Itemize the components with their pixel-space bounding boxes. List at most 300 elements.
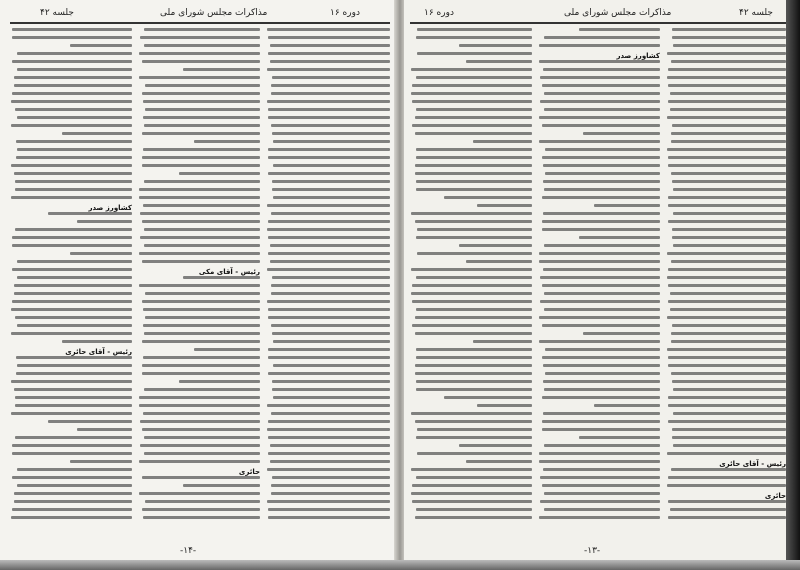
text-line [142, 60, 260, 63]
text-line [15, 316, 132, 319]
text-line [416, 76, 532, 79]
text-line [273, 340, 390, 343]
text-line [77, 428, 132, 431]
text-line [540, 100, 660, 103]
text-line [672, 124, 786, 127]
text-line [668, 268, 786, 271]
text-line [668, 84, 786, 87]
text-line [544, 244, 660, 247]
speaker-heading: حائری [238, 468, 260, 476]
text-line [667, 348, 786, 351]
speaker-heading: کشاورز صدر [616, 52, 660, 60]
header-rule [10, 22, 390, 24]
text-line [267, 404, 390, 407]
text-line [12, 28, 132, 31]
text-line [139, 188, 260, 191]
text-line [412, 484, 532, 487]
text-line [268, 252, 390, 255]
text-line [412, 324, 532, 327]
text-line [48, 212, 132, 215]
text-line [267, 28, 390, 31]
text-line [273, 164, 390, 167]
text-line [270, 460, 390, 463]
text-line [143, 116, 260, 119]
text-line [144, 44, 260, 47]
text-line [17, 260, 132, 263]
text-line [272, 476, 390, 479]
text-line [542, 220, 660, 223]
text-line [268, 156, 390, 159]
text-line [139, 52, 260, 55]
text-line [145, 500, 260, 503]
text-line [268, 116, 390, 119]
text-line [668, 100, 786, 103]
text-line [271, 124, 390, 127]
text-line [272, 276, 390, 279]
text-line [70, 252, 132, 255]
text-line [411, 492, 532, 495]
speaker-heading: حائری [764, 492, 786, 500]
text-line [466, 60, 532, 63]
text-line [268, 356, 390, 359]
text-line [143, 412, 260, 415]
text-line [417, 252, 532, 255]
text-line [142, 220, 260, 223]
text-column [138, 28, 260, 528]
text-line [668, 164, 786, 167]
text-line [142, 340, 260, 343]
text-line [144, 228, 260, 231]
text-line [144, 452, 260, 455]
text-line [415, 516, 532, 519]
volume-label: دوره ۱۶ [424, 8, 454, 18]
text-line [183, 276, 260, 279]
text-line [416, 356, 532, 359]
text-line [270, 244, 390, 247]
text-line [673, 44, 786, 47]
text-line [415, 116, 532, 119]
text-line [267, 300, 390, 303]
text-line [17, 116, 132, 119]
text-line [14, 292, 132, 295]
text-line [139, 252, 260, 255]
text-line [143, 148, 260, 151]
text-line [143, 100, 260, 103]
text-line [144, 28, 260, 31]
text-line [48, 420, 132, 423]
text-line [542, 484, 660, 487]
text-line [12, 452, 132, 455]
text-line [542, 356, 660, 359]
text-line [540, 300, 660, 303]
text-line [540, 500, 660, 503]
text-line [673, 412, 786, 415]
text-line [11, 124, 132, 127]
text-line [672, 324, 786, 327]
text-line [70, 44, 132, 47]
text-line [543, 468, 660, 471]
text-column [266, 28, 390, 528]
text-line [273, 396, 390, 399]
text-line [416, 276, 532, 279]
text-line [411, 292, 532, 295]
text-line [444, 396, 532, 399]
text-line [412, 84, 532, 87]
text-line [144, 180, 260, 183]
text-line [139, 284, 260, 287]
text-line [545, 372, 660, 375]
text-line [139, 460, 260, 463]
text-line [473, 340, 532, 343]
text-line [268, 436, 390, 439]
text-line [539, 44, 660, 47]
text-line [415, 332, 532, 335]
text-line [271, 292, 390, 295]
text-line [672, 36, 786, 39]
text-line [12, 300, 132, 303]
text-line [11, 516, 132, 519]
text-line [17, 324, 132, 327]
text-line [268, 148, 390, 151]
text-line [268, 452, 390, 455]
text-line [459, 44, 532, 47]
text-line [415, 372, 532, 375]
text-line [271, 84, 390, 87]
text-line [415, 420, 532, 423]
text-column [410, 28, 532, 528]
text-line [670, 92, 786, 95]
text-line [142, 260, 260, 263]
text-line [673, 188, 786, 191]
text-line [542, 420, 660, 423]
scan-edge [786, 0, 800, 570]
text-line [579, 236, 660, 239]
text-line [415, 364, 532, 367]
text-line [16, 140, 132, 143]
text-line [417, 228, 532, 231]
text-line [543, 212, 660, 215]
text-line [668, 476, 786, 479]
text-line [143, 324, 260, 327]
text-line [267, 468, 390, 471]
text-line [667, 76, 786, 79]
text-line [544, 188, 660, 191]
text-line [416, 188, 532, 191]
text-line [271, 484, 390, 487]
text-line [12, 476, 132, 479]
text-line [139, 396, 260, 399]
text-line [70, 460, 132, 463]
text-line [416, 148, 532, 151]
text-line [466, 260, 532, 263]
text-line [12, 92, 132, 95]
text-line [672, 380, 786, 383]
text-line [183, 484, 260, 487]
text-line [62, 132, 132, 135]
text-line [144, 332, 260, 335]
text-line [145, 292, 260, 295]
text-line [671, 260, 786, 263]
text-line [671, 468, 786, 471]
text-line [15, 108, 132, 111]
text-line [17, 52, 132, 55]
text-line [179, 172, 260, 175]
text-line [142, 508, 260, 511]
text-line [267, 228, 390, 231]
text-line [544, 108, 660, 111]
text-line [667, 484, 786, 487]
text-line [416, 236, 532, 239]
text-line [671, 132, 786, 135]
text-line [267, 428, 390, 431]
text-line [542, 156, 660, 159]
text-line [673, 212, 786, 215]
text-line [142, 164, 260, 167]
text-line [77, 220, 132, 223]
text-line [459, 244, 532, 247]
text-line [673, 444, 786, 447]
text-line [144, 436, 260, 439]
text-line [417, 28, 532, 31]
text-line [412, 124, 532, 127]
text-line [14, 172, 132, 175]
text-line [15, 396, 132, 399]
right-page [404, 0, 788, 570]
text-line [17, 364, 132, 367]
text-line [670, 508, 786, 511]
session-label: جلسه ۴۲ [739, 8, 773, 18]
text-line [459, 444, 532, 447]
text-line [12, 36, 132, 39]
text-line [668, 500, 786, 503]
text-line [416, 436, 532, 439]
text-line [416, 508, 532, 511]
text-line [542, 84, 660, 87]
text-line [411, 468, 532, 471]
text-line [272, 332, 390, 335]
text-line [142, 132, 260, 135]
text-line [416, 380, 532, 383]
text-line [542, 228, 660, 231]
text-line [145, 316, 260, 319]
text-line [544, 36, 660, 39]
text-line [11, 164, 132, 167]
text-line [579, 28, 660, 31]
speaker-heading: رئیس - آقای حائری [65, 348, 132, 356]
text-line [543, 68, 660, 71]
text-line [272, 388, 390, 391]
text-line [273, 196, 390, 199]
text-line [270, 260, 390, 263]
text-line [140, 212, 260, 215]
text-line [194, 140, 260, 143]
text-line [272, 380, 390, 383]
text-line [268, 172, 390, 175]
text-line [268, 236, 390, 239]
text-line [15, 228, 132, 231]
session-label: جلسه ۴۲ [40, 8, 74, 18]
text-line [416, 156, 532, 159]
text-line [142, 156, 260, 159]
text-line [270, 444, 390, 447]
text-line [673, 388, 786, 391]
text-line [416, 180, 532, 183]
text-line [142, 476, 260, 479]
text-line [668, 516, 786, 519]
text-line [270, 44, 390, 47]
text-line [411, 68, 532, 71]
text-line [545, 148, 660, 151]
text-line [667, 148, 786, 151]
text-line [145, 84, 260, 87]
text-line [668, 420, 786, 423]
header-rule [410, 22, 786, 24]
text-line [477, 404, 532, 407]
text-line [539, 60, 660, 63]
text-line [412, 100, 532, 103]
text-line [17, 468, 132, 471]
text-line [416, 36, 532, 39]
text-line [272, 188, 390, 191]
text-line [144, 388, 260, 391]
text-line [268, 316, 390, 319]
text-line [412, 284, 532, 287]
text-line [412, 300, 532, 303]
text-line [267, 68, 390, 71]
text-line [543, 380, 660, 383]
text-line [268, 348, 390, 351]
text-line [545, 172, 660, 175]
text-line [539, 452, 660, 455]
text-line [17, 148, 132, 151]
text-line [144, 244, 260, 247]
text-line [672, 180, 786, 183]
text-line [417, 428, 532, 431]
text-line [271, 412, 390, 415]
running-title: مذاکرات مجلس شورای ملی [160, 8, 268, 18]
text-line [544, 388, 660, 391]
text-line [416, 388, 532, 391]
text-line [142, 364, 260, 367]
text-line [473, 140, 532, 143]
text-line [539, 340, 660, 343]
text-line [142, 428, 260, 431]
text-line [142, 372, 260, 375]
text-line [143, 356, 260, 359]
text-line [672, 28, 786, 31]
text-line [267, 100, 390, 103]
text-line [543, 268, 660, 271]
text-line [670, 292, 786, 295]
text-line [671, 372, 786, 375]
text-line [194, 348, 260, 351]
text-line [140, 420, 260, 423]
text-line [11, 100, 132, 103]
text-line [417, 52, 532, 55]
text-line [268, 308, 390, 311]
text-line [667, 452, 786, 455]
text-line [268, 220, 390, 223]
text-line [579, 436, 660, 439]
text-line [415, 172, 532, 175]
text-line [668, 364, 786, 367]
text-line [544, 508, 660, 511]
text-line [417, 452, 532, 455]
text-line [542, 196, 660, 199]
text-line [594, 204, 660, 207]
speaker-heading: رئیس - آقای حائری [719, 460, 786, 468]
text-line [670, 108, 786, 111]
text-line [272, 132, 390, 135]
text-line [14, 84, 132, 87]
text-line [668, 68, 786, 71]
text-line [271, 492, 390, 495]
text-line [411, 412, 532, 415]
text-line [267, 268, 390, 271]
text-line [667, 276, 786, 279]
text-line [271, 212, 390, 215]
text-line [12, 60, 132, 63]
text-line [268, 52, 390, 55]
text-line [411, 212, 532, 215]
text-line [273, 140, 390, 143]
text-line [543, 180, 660, 183]
text-line [539, 316, 660, 319]
text-line [62, 340, 132, 343]
text-line [540, 276, 660, 279]
text-line [542, 284, 660, 287]
text-line [668, 204, 786, 207]
text-line [673, 244, 786, 247]
text-line [544, 444, 660, 447]
text-line [671, 140, 786, 143]
text-line [271, 324, 390, 327]
text-line [268, 508, 390, 511]
text-line [270, 60, 390, 63]
text-line [412, 500, 532, 503]
text-line [267, 204, 390, 207]
text-line [11, 196, 132, 199]
text-line [139, 76, 260, 79]
text-line [668, 404, 786, 407]
text-line [671, 60, 786, 63]
text-line [583, 132, 660, 135]
text-line [12, 508, 132, 511]
text-line [12, 268, 132, 271]
text-line [17, 484, 132, 487]
text-line [416, 348, 532, 351]
text-line [416, 308, 532, 311]
text-line [15, 188, 132, 191]
text-line [14, 388, 132, 391]
text-line [466, 460, 532, 463]
text-line [542, 428, 660, 431]
text-line [544, 308, 660, 311]
speaker-heading: کشاورز صدر [88, 204, 132, 212]
text-line [139, 492, 260, 495]
text-line [16, 356, 132, 359]
text-line [179, 380, 260, 383]
text-line [17, 68, 132, 71]
text-line [539, 116, 660, 119]
text-line [542, 324, 660, 327]
text-line [668, 220, 786, 223]
text-line [539, 260, 660, 263]
running-title: مذاکرات مجلس شورای ملی [564, 8, 672, 18]
text-line [667, 316, 786, 319]
text-line [672, 428, 786, 431]
text-line [411, 92, 532, 95]
